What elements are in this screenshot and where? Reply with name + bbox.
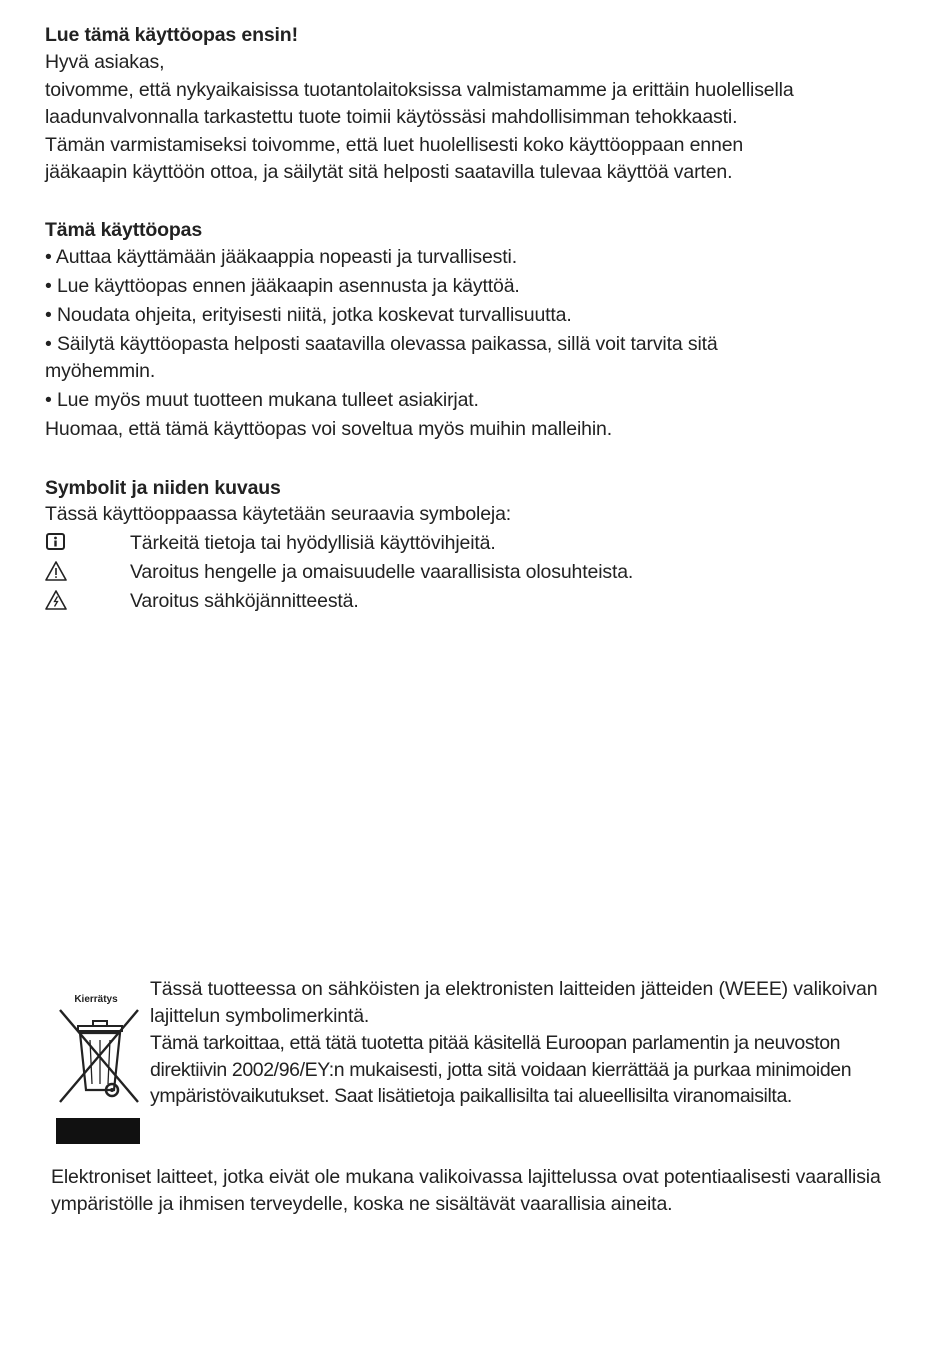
intro-greeting: Hyvä asiakas, — [45, 51, 165, 73]
guide-item: • Säilytä käyttöopasta helposti saatavilla olevassa paikassa, sillä voit tarvita sitä myöhemmin. — [45, 333, 718, 382]
symbols-title: Symbolit ja niiden kuvaus — [45, 477, 281, 499]
footer-text: Elektroniset laitteet, jotka eivät ole mukana valikoivassa lajittelussa ovat potentiaalisesti vaarallisia ympäristölle ja ihmisen terveydelle, koska ne sisältävät vaarallisia aineita. — [51, 1166, 881, 1215]
guide-item: • Lue myös muut tuotteen mukana tulleet asiakirjat. — [45, 389, 479, 411]
intro-title: Lue tämä käyttöopas ensin! — [45, 24, 298, 46]
guide-title: Tämä käyttöopas — [45, 219, 203, 241]
symbol-description: Varoitus sähköjännitteestä. — [130, 590, 359, 612]
guide-note: Huomaa, että tämä käyttöopas voi soveltua myös muihin malleihin. — [45, 418, 613, 440]
guide-item: • Lue käyttöopas ennen jääkaapin asennusta ja käyttöä. — [45, 275, 520, 297]
weee-paragraph-2: Tämä tarkoittaa, että tätä tuotetta pitää käsitellä Euroopan parlamentin ja neuvoston direktiivin 2002/96/EY:n mukaisesti, jotta sitä voidaan kierrättää ja purkaa minimoiden ympäristövaikutukset. Saat lisätietoja paikallisilta tai alueellisilta viranomaisilta. — [150, 1032, 852, 1107]
weee-recycling-logo — [56, 990, 142, 1146]
warning-icon — [45, 560, 67, 582]
weee-logo-label: Kierrätys — [74, 994, 118, 1005]
symbol-description: Varoitus hengelle ja omaisuudelle vaarallisista olosuhteista. — [130, 561, 634, 583]
guide-item: • Noudata ohjeita, erityisesti niitä, jotka koskevat turvallisuutta. — [45, 304, 572, 326]
info-icon — [45, 531, 67, 553]
electric-warning-icon — [45, 589, 67, 611]
crossed-out-bin-icon — [56, 1004, 142, 1114]
guide-item: • Auttaa käyttämään jääkaappia nopeasti ja turvallisesti. — [45, 246, 517, 268]
symbol-description: Tärkeitä tietoja tai hyödyllisiä käyttövihjeitä. — [130, 532, 496, 554]
weee-black-bar — [56, 1118, 140, 1144]
weee-paragraph-1: Tässä tuotteessa on sähköisten ja elektronisten laitteiden jätteiden (WEEE) valikoivan lajittelun symbolimerkintä. — [150, 978, 878, 1027]
intro-paragraph-1: toivomme, että nykyaikaisissa tuotantolaitoksissa valmistamamme ja erittäin huolellisella laadunvalvonnalla tarkastettu tuote toimii käytössäsi mahdollisimman tehokkaasti. — [45, 79, 794, 128]
intro-paragraph-2: Tämän varmistamiseksi toivomme, että luet huolellisesti koko käyttöoppaan ennen jääkaapin käyttöön ottoa, ja säilytät sitä helposti saatavilla tulevaa käyttöä varten. — [45, 134, 744, 183]
symbols-intro: Tässä käyttöoppaassa käytetään seuraavia symboleja: — [45, 503, 512, 525]
